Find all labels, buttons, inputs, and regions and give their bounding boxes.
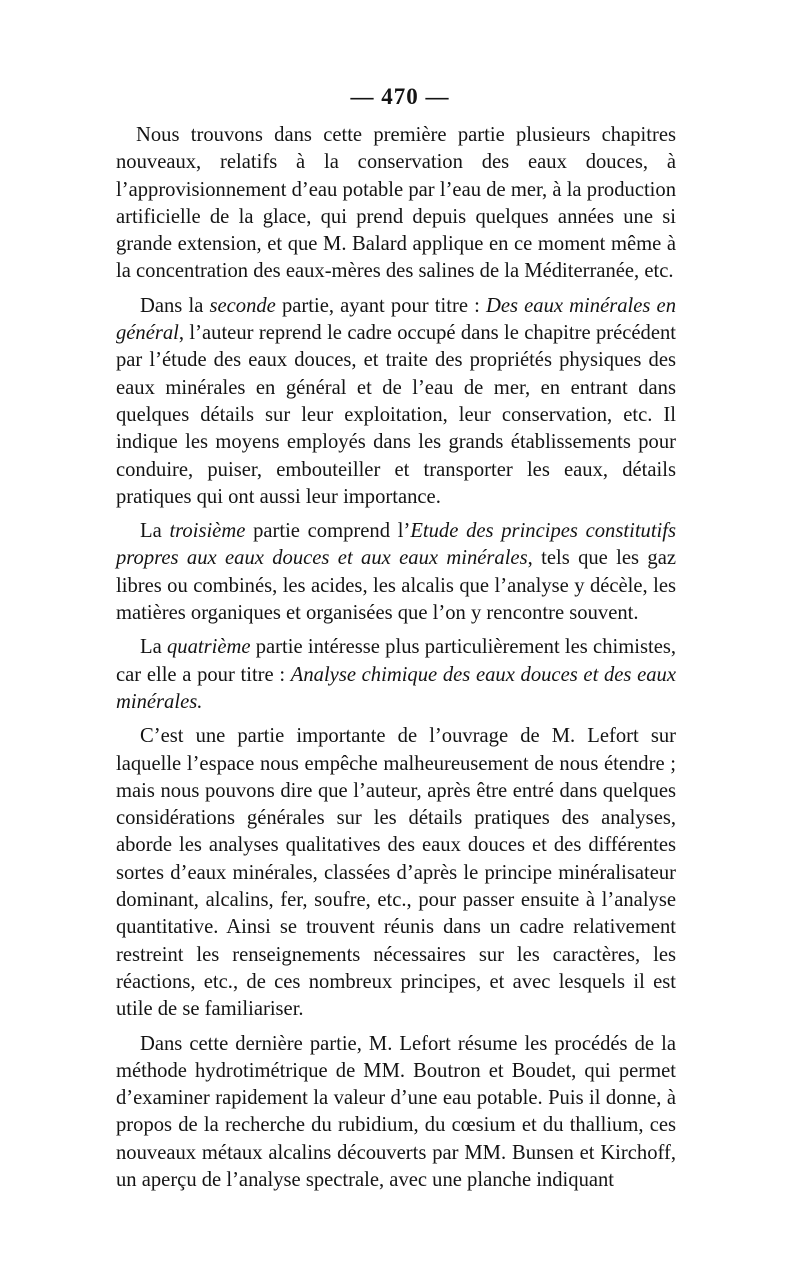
paragraph-2-italic-b: Des eaux minérales en général — [116, 294, 676, 345]
paragraph-3-text-c: , tels que les gaz libres ou combinés, les acides, les alcalis que l’analyse y décèle, les matières organiques et organisées que l’on y rencontre souvent. — [116, 547, 676, 625]
paragraph-5: C’est une partie importante de l’ouvrage de M. Lefort sur laquelle l’espace nous empêche malheureusement de nous étendre ; mais nous pouvons dire que l’auteur, après être entré dans quelques considérations générales sur les détails pratiques des analyses, aborde les analyses qualitatives des eaux douces et des différentes sortes d’eaux minérales, classées d’après le principe minéralisateur dominant, alcalins, fer, soufre, etc., pour passer ensuite à l’analyse quantitative. Ainsi se trouvent réunis dans un cadre relativement restreint les renseignements nécessaires sur les caractères, les réactions, etc., de ces nombreux principes, et avec lesquels il est utile de se familiariser. — [116, 725, 676, 1021]
paragraph-3-text-a: La — [140, 520, 170, 543]
paragraph-6: Dans cette dernière partie, M. Lefort résume les procédés de la méthode hydrotimétrique de MM. Boutron et Boudet, qui permet d’examiner rapidement la valeur d’une eau potable. Puis il donne, à propos de la recherche du rubidium, du cœsium et du thallium, ces nouveaux métaux alcalins découverts par MM. Bunsen et Kirchoff, un aperçu de l’analyse spectrale, avec une planche indiquant — [116, 1032, 676, 1191]
paragraph-2 — [116, 293, 676, 511]
paragraph-2-text-c: , l’auteur reprend le cadre occupé dans le chapitre précédent par l’étude des eaux douces, et traite des propriétés physiques des eaux minérales en général et de l’eau de mer, en entrant dans quelques détails sur leur exploitation, leur conservation, etc. Il indique les moyens employés dans les grands établissements pour conduire, puiser, embouteiller et transporter les eaux, détails pratiques qui ont aussi leur importance. — [116, 322, 676, 508]
paragraph-4-text-b: partie intéresse plus particulièrement les chimistes, car elle a pour titre : — [116, 636, 676, 686]
paragraph-3-italic-a: troisième — [169, 520, 246, 543]
paragraph-1: Nous trouvons dans cette première partie plusieurs chapitres nouveaux, relatifs à la conservation des eaux douces, à l’approvisionnement d’eau potable par l’eau de mer, à la production artificielle de la glace, qui prend depuis quelques années une si grande extension, et que M. Balard applique en ce moment même à la concentration des eaux-mères des salines de la Méditerranée, etc. — [116, 124, 676, 283]
paragraph-4-text-a: La — [140, 636, 167, 659]
paragraph-4-italic-b: Analyse chimique des eaux douces et des eaux minérales. — [116, 663, 676, 713]
paragraph-3-italic-b: Etude des principes constitutifs propres aux eaux douces et aux eaux minérales — [116, 520, 677, 570]
body-text — [116, 122, 676, 1201]
paragraph-3-text-b: partie comprend l’ — [245, 520, 411, 543]
paragraph-4-italic-a: quatrième — [166, 636, 251, 659]
page-number: — 470 — — [350, 84, 450, 109]
paragraph-4 — [116, 634, 676, 716]
paragraph-2-text-a: Dans la — [140, 294, 210, 317]
paragraph-3 — [116, 518, 676, 627]
paragraph-2-text-b: partie, ayant pour titre : — [275, 294, 486, 317]
paragraph-2-italic-a: seconde — [209, 294, 276, 317]
